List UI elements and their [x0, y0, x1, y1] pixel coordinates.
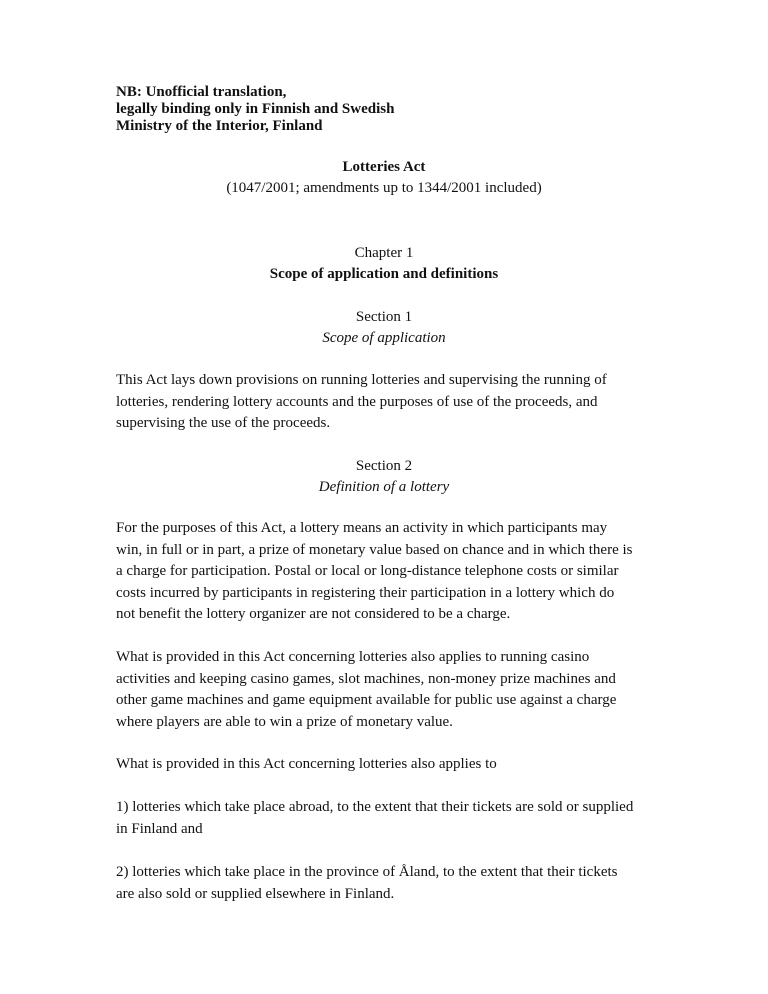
paragraph-line: lotteries, rendering lottery accounts and the purposes of use of the proceeds, and: [116, 393, 598, 410]
header-ministry: Ministry of the Interior, Finland: [116, 118, 323, 134]
paragraph-line: For the purposes of this Act, a lottery means an activity in which participants may: [116, 520, 608, 536]
section2-paragraph-2: [116, 647, 656, 733]
paragraph-line: win, in full or in part, a prize of monetary value based on chance and in which there is: [116, 541, 633, 558]
paragraph-line: This Act lays down provisions on running lotteries and supervising the running of: [116, 372, 607, 388]
paragraph-line: What is provided in this Act concerning lotteries also applies to: [116, 756, 497, 772]
act-title: Lotteries Act: [342, 159, 426, 175]
act-subtitle: (1047/2001; amendments up to 1344/2001 included): [226, 180, 542, 196]
paragraph-line: 2) lotteries which take place in the province of Åland, to the extent that their tickets: [116, 864, 618, 880]
paragraph-line: not benefit the lottery organizer are not considered to be a charge.: [116, 606, 511, 622]
section2-number: Section 2: [355, 458, 413, 474]
section2-list-item-1: [116, 797, 656, 840]
paragraph-line: a charge for participation. Postal or local or long-distance telephone costs or similar: [116, 563, 619, 579]
section2-paragraph-1: [116, 518, 656, 626]
chapter-number: Chapter 1: [354, 245, 414, 261]
paragraph-line: supervising the use of the proceeds.: [116, 415, 331, 431]
section2-list-item-2: [116, 862, 656, 905]
paragraph-line: where players are able to win a prize of monetary value.: [116, 713, 453, 730]
paragraph-line: other game machines and game equipment available for public use against a charge: [116, 692, 617, 708]
section2-title: Definition of a lottery: [318, 479, 450, 495]
chapter-title: Scope of application and definitions: [269, 266, 499, 282]
section1-number: Section 1: [355, 309, 413, 325]
paragraph-line: 1) lotteries which take place abroad, to the extent that their tickets are sold or supplied: [116, 799, 634, 815]
paragraph-line: What is provided in this Act concerning lotteries also applies to running casino: [116, 649, 590, 665]
section2-paragraph-3: [116, 754, 656, 776]
paragraph-line: in Finland and: [116, 820, 203, 837]
section1-paragraph: [116, 370, 656, 435]
section1-title: Scope of application: [322, 330, 446, 346]
header-translation-note: NB: Unofficial translation,: [116, 84, 287, 100]
paragraph-line: activities and keeping casino games, slot machines, non-money prize machines and: [116, 670, 616, 687]
header-binding-note: legally binding only in Finnish and Swedish: [116, 101, 395, 117]
paragraph-line: are also sold or supplied elsewhere in Finland.: [116, 885, 395, 902]
paragraph-line: costs incurred by participants in registering their participation in a lottery which do: [116, 584, 615, 601]
